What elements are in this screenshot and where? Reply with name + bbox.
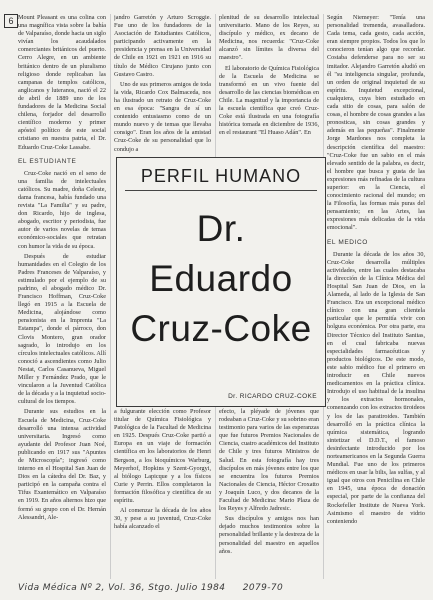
paragraph: plenitud de su desarrollo intelectual universitario. Mano de los Reyes, su discípulo y médico, ex decano de Medicina, nos recuerda: "Cruz-Coke alcanzó sin límites la diversa del maestro".	[219, 14, 319, 62]
column-c-lower	[219, 408, 319, 558]
section-kicker: PERFIL HUMANO	[140, 166, 302, 186]
section-heading-estudiante: EL ESTUDIANTE	[18, 157, 77, 165]
kicker-rule	[125, 190, 317, 191]
article-title-box	[116, 157, 326, 407]
handwritten-citation	[18, 583, 425, 597]
page-number: 6	[4, 14, 18, 28]
title-line-1: Dr.	[196, 208, 246, 249]
section-heading-medico: EL MEDICO	[327, 238, 368, 246]
paragraph: Mount Pleasant es una colina con una magnífica vista sobre la bahía de Valparaíso, donde hacia un siglo vivían los acaudalados comerciantes británicos del puerto. Cerro Alegre, en un ambiente británico dentro de un pluralismo religioso donde replicaban las campanas de templos católicos, anglicanos y luteranos, nació el 22 de abril de 1889 uno de los fundadores de la Medicina Social chilena, forjador del desarrollo científico moderno y primer apóstol político de este social cristiano en nuestra patria, el Dr. Eduardo Cruz-Coke Lassabe.	[18, 14, 106, 151]
paragraph: Al comenzar la década de los años 30, y pese a su juventud, Cruz-Coke había alcanzado el	[114, 507, 211, 531]
title-line-3: Cruz-Coke	[130, 308, 312, 349]
column-a	[18, 14, 106, 524]
paragraph: Después de estudiar humanidades en el Colegio de los Padres Franceses de Valparaíso, y estimulado por el ejemplo de su padrino, el abogado médico Dr. Francisco Hoffman, Cruz-Coke llegó en 1915 a la Escuela de Medicina, alojándose como pensionista en la Imprenta "La Estampa", donde el párroco, don Clovis Montero, gran orador sagrado, lo introdujo en los círculos intelectuales católicos. Allí conoció a ascendientes como Julio Nestat, Carlos Casanueva, Miguel Miller y Fernández Prado, que le vincularon a la Juventud Católica de la década y a la inquietud socio-cultural de los tiempos.	[18, 252, 106, 406]
paragraph: Sus discípulos y amigos nos han dejado muchos testimonios sobre la personalidad brillante y la destreza de la personalidad del maestro en aquellos años.	[219, 515, 319, 555]
paragraph: efecto, la pléyade de jóvenes que rodeaban a Cruz-Coke y su sobrino eran testimonio para varios de las esperanzas que fue futuros Premios Nacionales de Ciencia, cuatro académicos del Instituto de Chile y tres futuros Ministros de Salud. En esta fotografía hay tres discípulos en más jóvenes entre los que se encuentra los futuros Premios Nacionales de Ciencia, Héctor Croxatto y Joaquín Luco, y dos decanos de la Facultad de Medicina: Mario Plaza de los Reyes y Alfredo Jadresic.	[219, 408, 319, 513]
citation-text: Vida Médica Nº 2, Vol. 36, Stgo. Julio 1984	[18, 583, 226, 593]
title-line-2: Eduardo	[149, 258, 293, 299]
column-d	[327, 14, 425, 528]
citation-pages: 2079-70	[242, 583, 284, 593]
paragraph: Uno de sus primeros amigos de toda la vida, Ricardo Cox Balmaceda, nos ha ilustrado un retrato de Cruz-Coke en esa época: "Sangra de sí un contenido entusiasmo como de un mundo nuevo y de temas que llevaba consigo". Eran los años de la amistad Cruz-Coke de su personalidad que lo condujo a	[114, 80, 211, 153]
author-byline: Dr. RICARDO CRUZ-COKE	[228, 393, 317, 400]
column-divider	[110, 14, 111, 579]
column-c	[219, 14, 319, 139]
paragraph: Cruz-Coke nació en el seno de una familia de intelectuales católicos. Su madre, doña Celeste, dama francesa, había fundado una revista "La Familia" y su padre, don Ricardo, hijo de inglesa, abogado, escritor y periodista, fue autor de varios novelas de temas económico-sociales que retratan con humor la vida de su época.	[18, 169, 106, 250]
column-b-lower	[114, 408, 211, 533]
paragraph: Durante la década de los años 30, Cruz-Coke desarrolla múltiples actividades, entre las cuales destacaba la dirección de la Clínica Médica del Hospital San Juan de Dios, en la Alameda, al lado de la Iglesia de San Francisco. Era un excepcional médico clínico con una gran clientela particular que le permitía vivir con holgura económica. Por otra parte, era Director Técnico del Instituto Sanitas, en el cual fabricaba nuevas especialidades farmacéuticas y productos biológicos. De este modo, este sabio médico fue el primero en introducir en Chile nuevos medicamentos en la práctica clínica. Introdujo el uso habitual de la insulina y los extractos hormonales, comenzando con los extractos tiroideos y los de las paratiroides. También desarrolló en la práctica clínica la química sistemática, logrando sintetizar el D.D.T., el famoso desinfectante introducido por los norteamericanos en la Segunda Guerra Mundial. Fue uno de los primeros médicos en usar la bilis, las sulfas, y al igual que otros con Penicilina en Chile en 1945, una época de donación especial, por parte de la confianza del Rockefeller Institute de Nueva York. Asimismo el maestro de vidrio conteniendo	[327, 250, 425, 525]
paragraph: El laboratorio de Química Fisiológica de la Escuela de Medicina se transformó en un vivo fuente del desarrollo de las ciencias biomédicas en Chile. La magnitud y la importancia de la escuela científica que creó Cruz-Coke está ilustrada en una fotografía histórica tomada en diciembre de 1936, en el restaurant "El Huaso Adán". En	[219, 64, 319, 137]
paragraph: Según Niemeyer: "Tenía una personalidad tremenda, avasalladora. Cada tema, cada gesto, cada acción, eran siempre propios. Todos los que lo conocieron tenían algo que recordar. Costaba defenderse para no ser su imitador. Alejandro Garretón aludió en él "su inteligencia singular, profunda, un orden de original inquietud de su espíritu. Inquietud excepcional, cualquiera, cuya bien estudiado en cada sitio de cosas, para salón de cosas, el hombre de cosas grandes a las pronosticas, sin cosas grandes y además en las pequeñas". Finalmente Jorge Mardones nos completa la descripción científica del maestro: "Cruz-Coke fue un sabio en el más elevado sentido de la palabra, es decir, el hombre que busca y gusta de las expresiones más refinadas de la cultura superior: en la Ciencia, el conocimiento racional del mundo; en la Filosofía, las formas más puras del pensamiento; en las Artes, las expresiones más delicadas de la vida emocional".	[327, 14, 425, 232]
paragraph: Durante sus estudios en la Escuela de Medicina, Cruz-Coke desarrolló una intensa actividad universitaria. Ingresó como ayudante del Profesor Juan Noé, publicando en 1917 sus "Apuntes de Microscopía"; ingresó como interno en el Hospital San Juan de Dios en la cátedra del Dr. Baz, y participó en la campaña contra el Tifus Exantemático en Valparaíso en 1919. En años alternos hizo que formó su grupo con el Dr. Hernán Alessandri, Ale-	[18, 408, 106, 521]
paragraph: a fulgurante elección como Profesor titular de Química Fisiológica y Patológica de la Facultad de Medicina en 1925. Después Cruz-Coke partió a Europa en un viaje de formación científica en los laboratorios de Henri Bergson, a los bioquímicos Warburg, Meyerhof, Hopkins y Szent-Gyorgyi, al biólogo Lapicque y a los físicos Curie y Perrin. Ellos completaron la formación filosófica y científica de su espíritu.	[114, 408, 211, 505]
column-b	[114, 14, 211, 155]
paragraph: jandro Garretón y Arturo Scroggie. Fue uno de los fundadores de la Asociación de Estudiantes Católicos, participando activamente en la presidencia y prensa en la Universidad de Chile en 1921 en 1921 en 1916 su título de Médico Cirujano junto con Gustavo Castro.	[114, 14, 211, 78]
